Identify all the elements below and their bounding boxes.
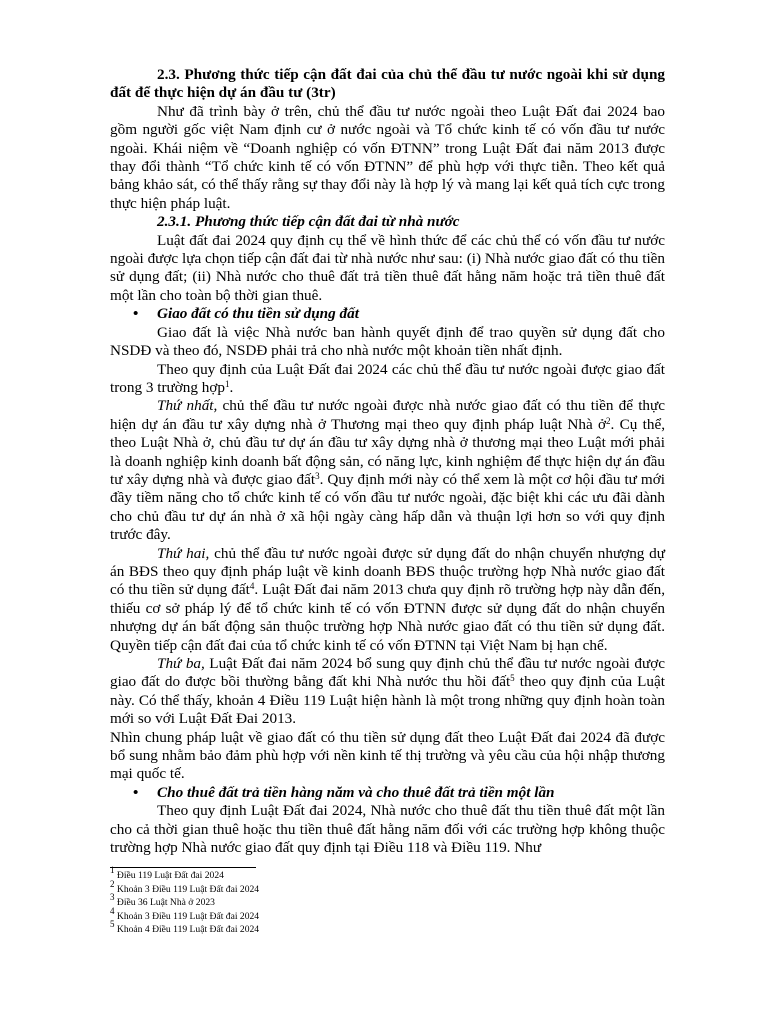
footnote-1: $^1$ Điều 119 Luật Đất đai 2024 [110,865,224,882]
paragraph-intro: Như đã trình bày ở trên, chủ thể đầu tư nước ngoài theo Luật Đất đai 2024 bao gồm người gốc việt Nam định cư ở nước ngoài và Tổ chức kinh tế có vốn đầu tư nước ngoài. Khái niệm về “Doanh nghiệp có vốn ĐTNN” trong Luật Đất đai năm 2013 được thay đổi thành “Tổ chức kinh tế có vốn ĐTNN” để phù hợp với thực tiễn. Theo kết quả bảng khảo sát, có thể thấy rằng sự thay đổi này là hợp lý và mang lại kết quả tích cực trong thực hiện pháp luật. [110,102,665,212]
footnote-ref-2[interactable]: 2 [606,415,611,426]
paragraph-summary: Nhìn chung pháp luật về giao đất có thu tiền sử dụng đất theo Luật Đất đai 2024 đã được bổ sung nhằm bảo đảm phù hợp với nền kinh tế thị trường và yêu cầu của hội nhập thương mại quốc tế. [110,728,665,783]
document-page [110,66,665,937]
bullet-heading-text: Cho thuê đất trả tiền hàng năm và cho thuê đất trả tiền một lần [157,783,555,801]
paragraph-definition: Giao đất là việc Nhà nước ban hành quyết định để trao quyền sử dụng đất cho NSDĐ và theo đó, NSDĐ phải trả cho nhà nước một khoản tiền nhất định. [110,323,665,360]
bullet-heading-text: Giao đất có thu tiền sử dụng đất [157,305,359,323]
footnote-3: $^3$ Điều 36 Luật Nhà ở 2023 [110,892,215,909]
footnote-4: $^4$ Khoản 3 Điều 119 Luật Đất đai 2024 [110,905,260,922]
section-heading-2-3: 2.3. Phương thức tiếp cận đất đai của chủ thể đầu tư nước ngoài khi sử dụng đất để thực hiện dự án đầu tư (3tr) [110,66,665,102]
footnote-ref-3[interactable]: 3 [315,470,320,481]
footnote-ref-1[interactable]: 1 [225,378,230,389]
footnote-2: $^2$ Khoản 3 Điều 119 Luật Đất đai 2024 [110,878,260,895]
paragraph-second-case: Thứ hai, chủ thể đầu tư nước ngoài được sử dụng đất do nhận chuyển nhượng dự án BĐS theo quy định pháp luật về kinh doanh BĐS thuộc trường hợp Nhà nước giao đất có thu tiền sử dụng đất$^4$. Luật Đất đai năm 2013 chưa quy định rõ trường hợp này dẫn đến, thiếu cơ sở pháp lý để tổ chức kinh tế có vốn ĐTNN được sử dụng đất do nhận chuyển nhượng dự án bất động sản thuộc trường hợp Nhà nước giao đất có thu tiền sử dụng đất. Quyền tiếp cận đất đai của tổ chức kinh tế có vốn ĐTNN tại Việt Nam bị hạn chế. [110,544,666,654]
bullet-heading-land-allocation [110,305,665,323]
footnote-5: $^5$ Khoản 4 Điều 119 Luật Đất đai 2024 [110,919,260,936]
bullet-icon: • [133,783,139,801]
paragraph-first-case: Thứ nhất, chủ thể đầu tư nước ngoài được nhà nước giao đất có thu tiền để thực hiện dự án đầu tư xây dựng nhà ở Thương mại theo quy định pháp luật Nhà ở$^2$. Cụ thể, theo Luật Nhà ở, chủ đầu tư dự án đầu tư xây dựng nhà ở thương mại theo Luật mới phải là doanh nghiệp kinh doanh bất động sản, có năng lực, kinh nghiệm để thực hiện dự án đầu tư xây dựng nhà và được giao đất$^3$. Quy định mới này có thể xem là một cơ hội đầu tư mới đầy tiềm năng cho tổ chức kinh tế có vốn đầu tư nước ngoài, đặc biệt khi các ưu đãi dành cho chủ đầu tư dự án nhà ở xã hội ngày càng hấp dẫn và thuận lợi hơn so với quy định trước đây. [110,397,665,544]
footnote-ref-5[interactable]: 5 [510,673,515,684]
footnotes [110,865,665,936]
bullet-heading-land-lease [110,784,665,802]
section-heading-2-3-1: 2.3.1. Phương thức tiếp cận đất đai từ nhà nước [157,213,460,231]
paragraph-forms: Luật đất đai 2024 quy định cụ thể về hình thức để các chủ thể có vốn đầu tư nước ngoài được lựa chọn tiếp cận đất đai từ nhà nước như sau: (i) Nhà nước giao đất có thu tiền sử dụng đất; (ii) Nhà nước cho thuê đất trả tiền thuê đất hằng năm hoặc trả tiền thuê đất một lần cho toàn bộ thời gian thuê. [110,231,665,304]
footnote-ref-4[interactable]: 4 [249,581,255,592]
paragraph-three-cases: Theo quy định của Luật Đất đai 2024 các chủ thể đầu tư nước ngoài được giao đất trong 3 trường hợp$^1$. [110,360,665,396]
paragraph-third-case: Thứ ba, Luật Đất đai năm 2024 bổ sung quy định chủ thể đầu tư nước ngoài được giao đất do được bồi thường bằng đất khi Nhà nước thu hồi đất$^5$ theo quy định của Luật này. Có thể thấy, khoản 4 Điều 119 Luật hiện hành là một trong những quy định hoàn toàn mới so với Luật Đất Đai 2013. [110,655,665,728]
paragraph-land-lease: Theo quy định Luật Đất đai 2024, Nhà nước cho thuê đất thu tiền thuê đất một lần cho cả thời gian thuê hoặc thu tiền thuê đất hằng năm đối với các trường hợp không thuộc trường hợp Nhà nước giao đất quy định tại Điều 118 và Điều 119. Như [110,802,665,857]
bullet-icon: • [133,305,139,323]
